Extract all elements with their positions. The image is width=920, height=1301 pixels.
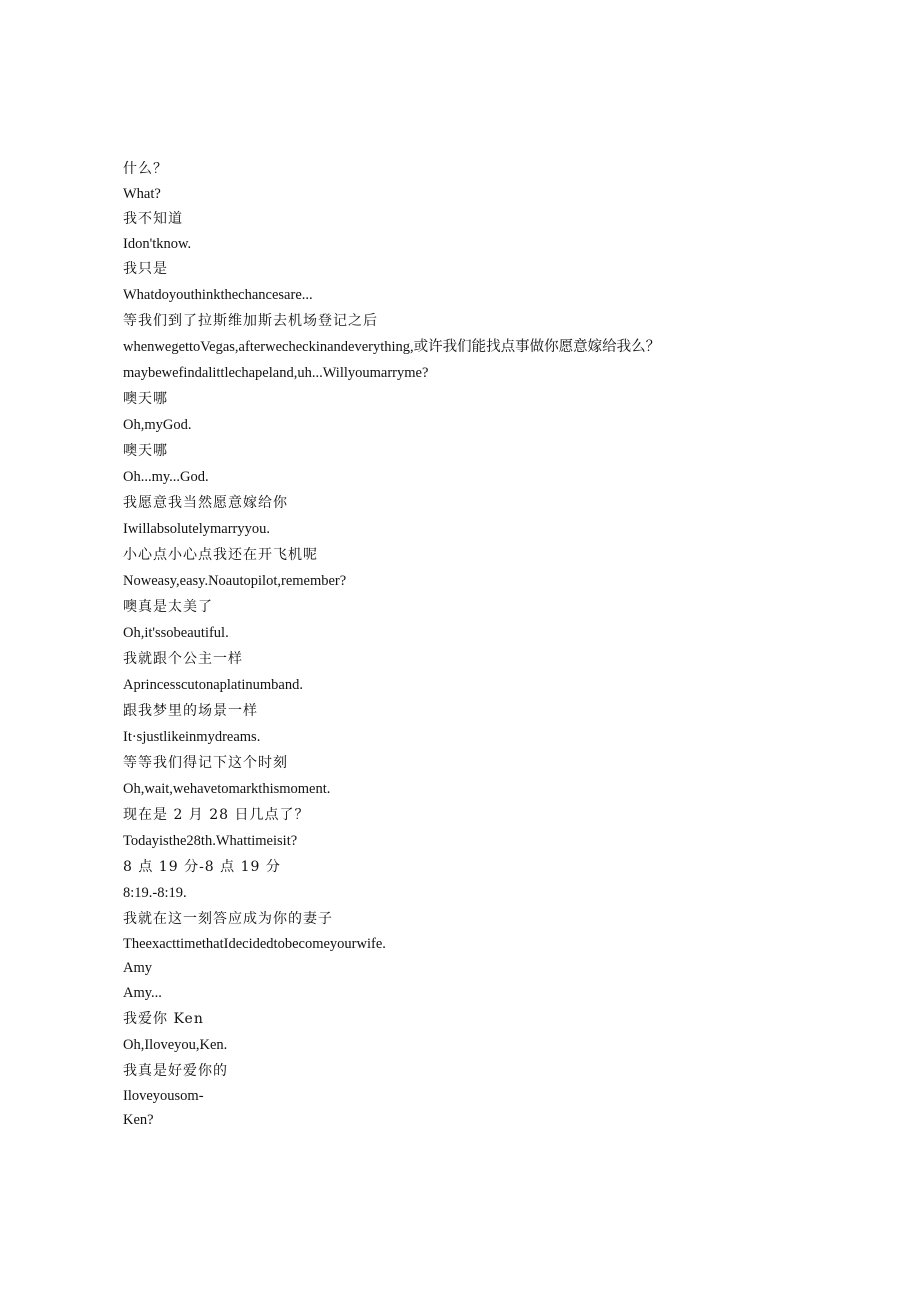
subtitle-line-en: Todayisthe28th.Whattimeisit?: [123, 833, 298, 849]
subtitle-line-en: Amy: [123, 960, 152, 976]
subtitle-line-zh: 噢天哪: [123, 391, 168, 407]
subtitle-line-zh: 噢天哪: [123, 443, 168, 459]
subtitle-line-en: Iwillabsolutelymarryyou.: [123, 521, 270, 537]
subtitle-line-zh: 我不知道: [123, 211, 183, 227]
subtitle-line-en: Oh...my...God.: [123, 469, 209, 485]
subtitle-line-en: Amy...: [123, 985, 162, 1001]
subtitle-line-en: Whatdoyouthinkthechancesare...: [123, 287, 313, 303]
subtitle-line-en: Ken?: [123, 1112, 154, 1128]
subtitle-line-en: Oh,Iloveyou,Ken.: [123, 1037, 228, 1053]
subtitle-line-zh: 等等我们得记下这个时刻: [123, 755, 288, 771]
subtitle-line-zh: 我就跟个公主一样: [123, 651, 243, 667]
subtitle-line-zh: 我真是好爱你的: [123, 1063, 228, 1079]
subtitle-line-zh: 等我们到了拉斯维加斯去机场登记之后: [123, 313, 378, 329]
subtitle-line-zh: 我爱你 Ken: [123, 1011, 204, 1027]
subtitle-line-zh: 现在是 2 月 28 日几点了？: [123, 807, 310, 823]
subtitle-line-en: What?: [123, 186, 161, 202]
subtitle-line-zh: 我只是: [123, 261, 168, 277]
subtitle-line-en: TheexacttimethatIdecidedtobecomeyourwife.: [123, 936, 386, 952]
subtitle-line-en: Oh,myGod.: [123, 417, 192, 433]
subtitle-line-en: It·sjustlikeinmydreams.: [123, 729, 261, 745]
subtitle-line-en: 8:19.-8:19.: [123, 885, 187, 901]
subtitle-line-en: Idon'tknow.: [123, 236, 192, 252]
subtitle-line-en: Oh,wait,wehavetomarkthismoment.: [123, 781, 331, 797]
subtitle-line-zh: 8 点 19 分-8 点 19 分: [123, 859, 281, 875]
subtitle-line-en: whenwegettoVegas,afterwecheckinandeverything,或许我们能找点事做你愿意嫁给我么？: [123, 339, 661, 355]
subtitle-line-zh: 小心点小心点我还在开飞机呢: [123, 547, 318, 563]
subtitle-line-en: Iloveyousom-: [123, 1088, 204, 1104]
subtitle-line-en: Noweasy,easy.Noautopilot,remember?: [123, 573, 347, 589]
subtitle-line-zh: 跟我梦里的场景一样: [123, 703, 258, 719]
subtitle-line-zh: 什么？: [123, 161, 168, 177]
subtitle-line-en: Oh,it'ssobeautiful.: [123, 625, 229, 641]
subtitle-line-zh: 噢真是太美了: [123, 599, 213, 615]
document-page: [123, 156, 843, 1132]
subtitle-line-en: maybewefindalittlechapeland,uh...Willyoumarryme?: [123, 365, 429, 381]
subtitle-line-en: Aprincesscutonaplatinumband.: [123, 677, 303, 693]
subtitle-line-zh: 我愿意我当然愿意嫁给你: [123, 495, 288, 511]
subtitle-line-zh: 我就在这一刻答应成为你的妻子: [123, 911, 333, 927]
